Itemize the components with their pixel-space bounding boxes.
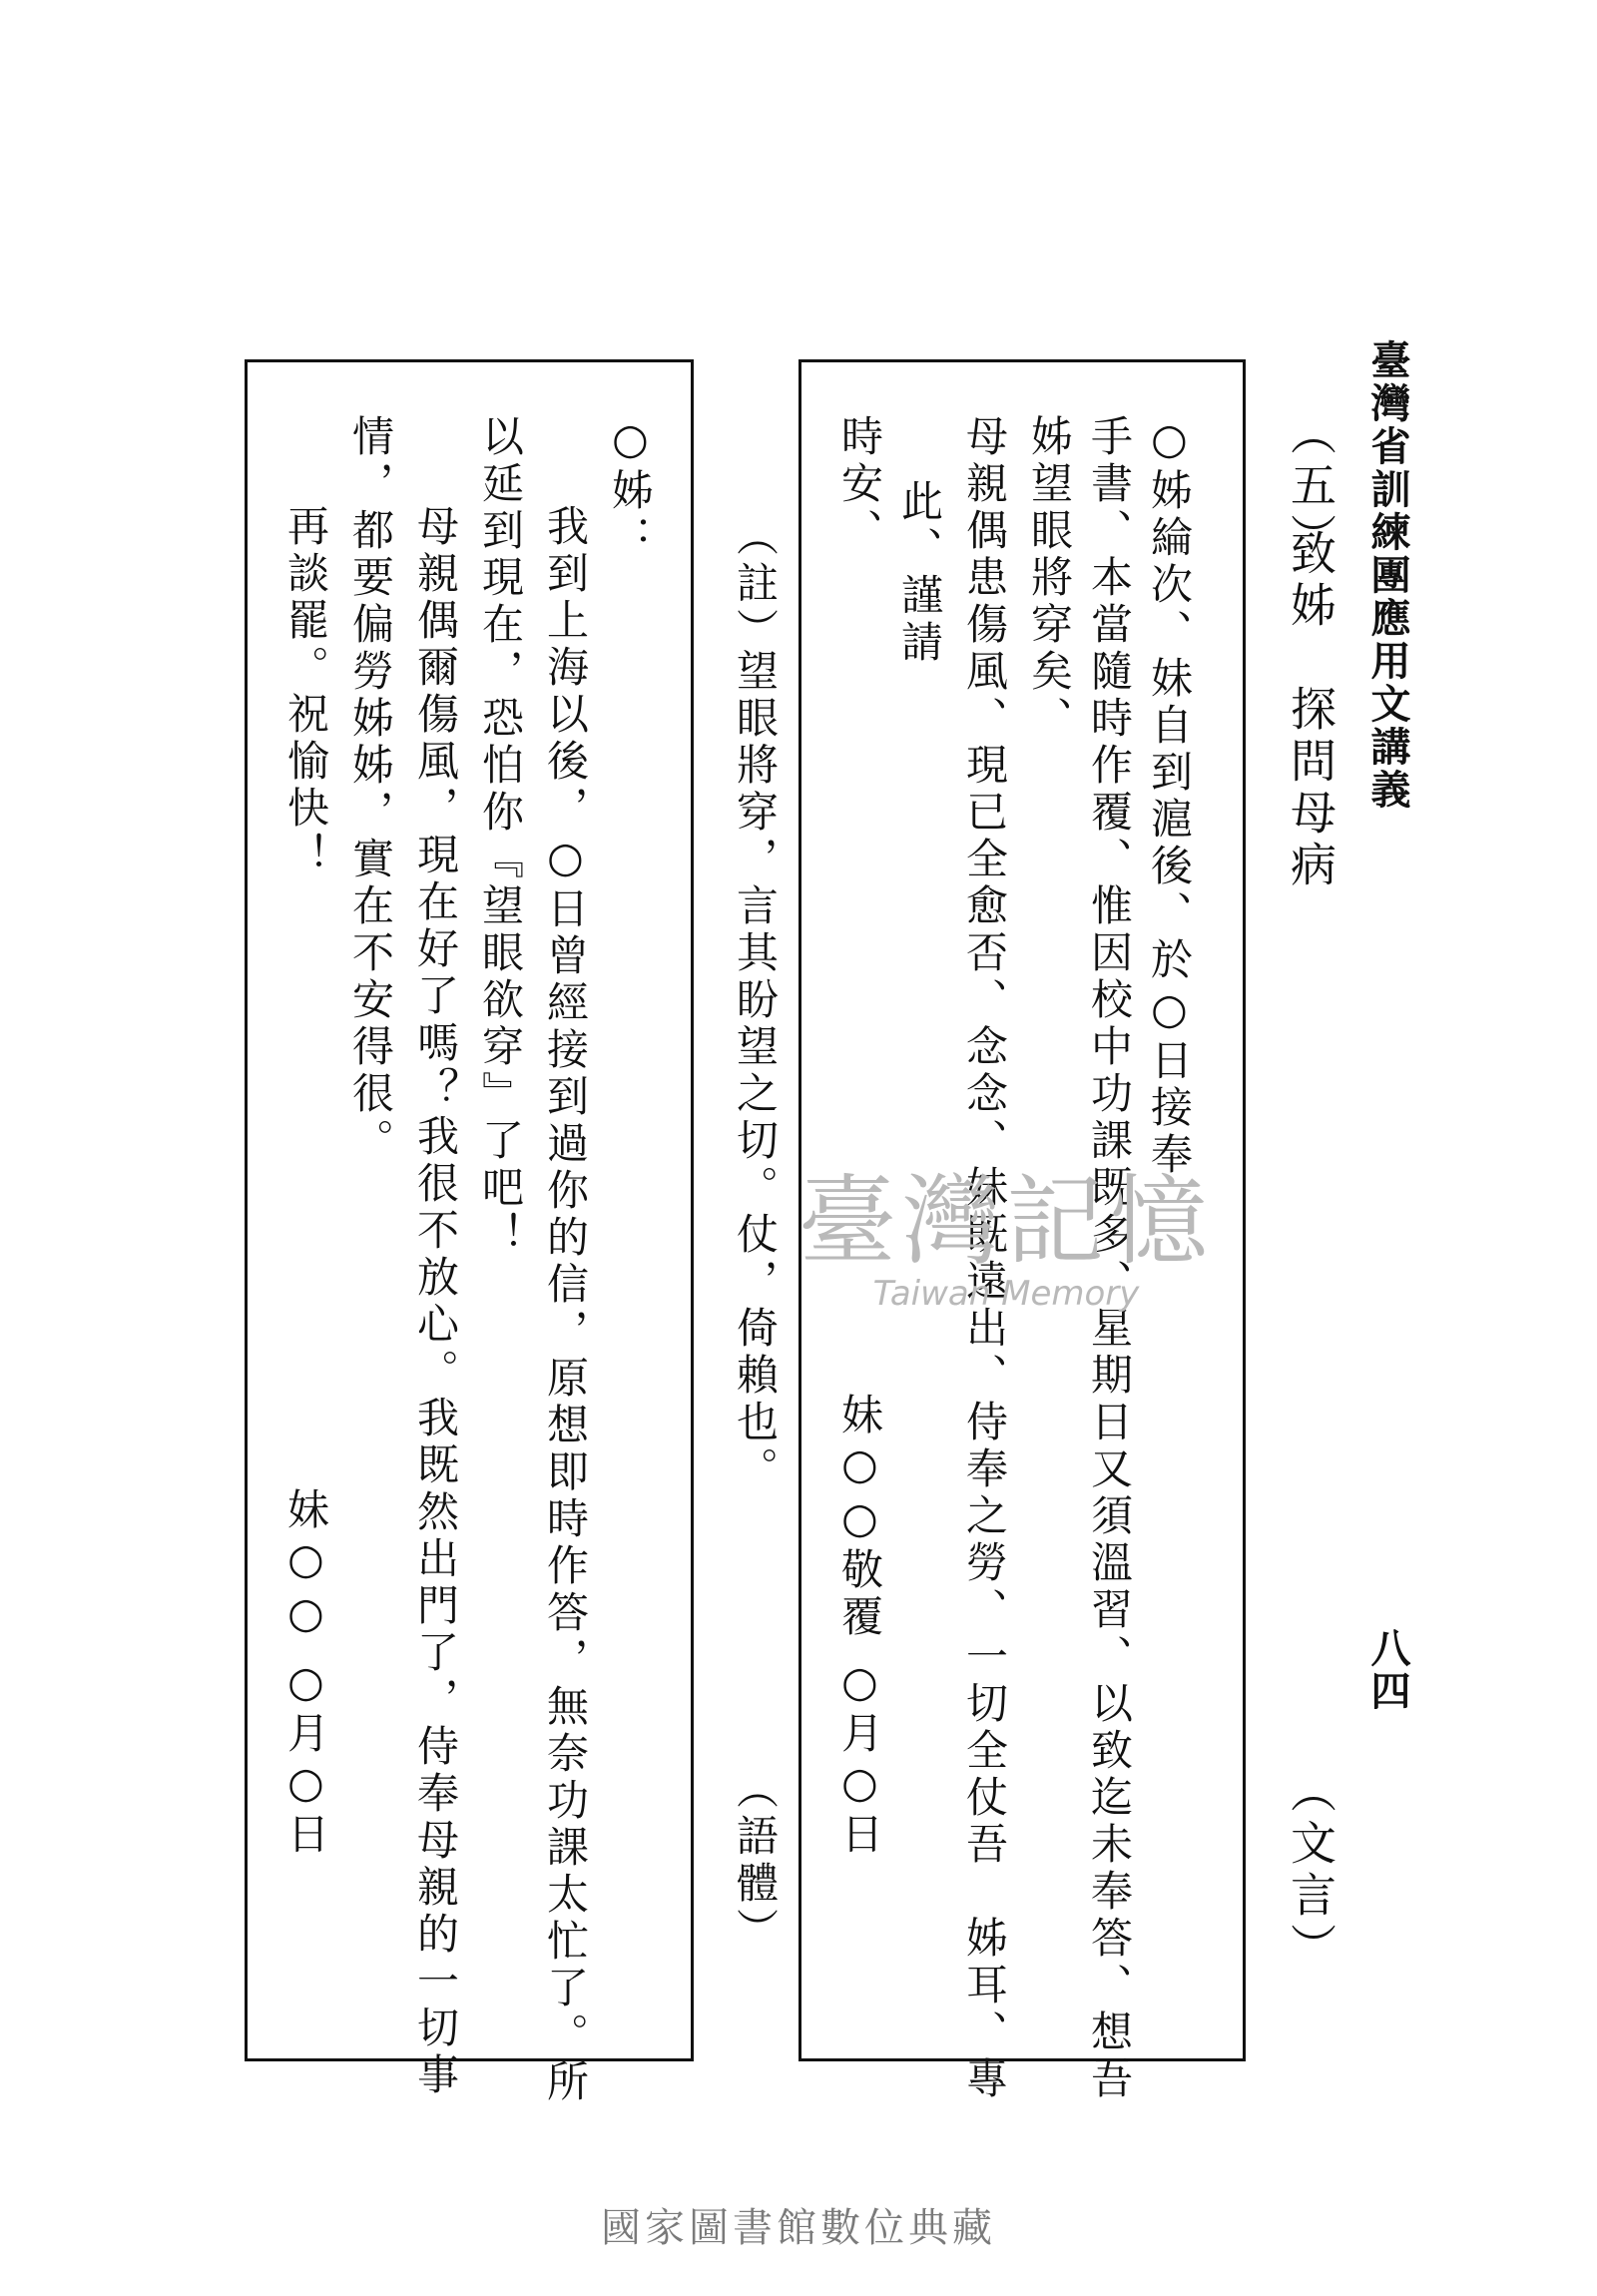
- page-number: 八四: [1364, 1627, 1411, 1713]
- vernacular-signature: 妹○○: [281, 1487, 330, 1642]
- watermark-title: 臺灣記憶: [798, 1165, 1215, 1279]
- classical-line-1: ○姊綸次、妹自到滬後、於○日接奉: [1145, 414, 1194, 1179]
- classical-line-6: 時安、: [835, 414, 884, 555]
- note-label: （註）: [731, 514, 780, 655]
- section-number: （五）: [1284, 409, 1337, 565]
- footer-text: 國家圖書館數位典藏: [601, 2205, 996, 2251]
- vernacular-date: ○月○日: [281, 1657, 330, 1859]
- classical-line-4: 母親偶患傷風、現已全愈否、念念、妹既遠出、侍奉之勞、一切全仗吾 姊耳、專: [960, 414, 1009, 2103]
- classical-line-2: 手書、本當隨時作覆、惟因校中功課既多、星期日又須溫習、以致迄未奉答、想吾: [1085, 414, 1134, 2103]
- classical-signature: 妹○○敬覆: [835, 1393, 884, 1641]
- vernacular-line-2: 我到上海以後，○日曾經接到過你的信，原想即時作答，無奈功課太忙了。所: [541, 504, 590, 2106]
- note-text: 望眼將穿，言其盼望之切。仗，倚賴也。: [731, 649, 780, 1493]
- vernacular-line-6: 再談罷。祝愉快！: [281, 504, 330, 879]
- vernacular-line-4: 母親偶爾傷風，現在好了嗎？我很不放心。我既然出門了，侍奉母親的一切事: [411, 504, 460, 2099]
- vernacular-line-5: 情，都要偏勞姊姊，實在不安得很。: [346, 414, 395, 1165]
- book-title: 臺灣省訓練團應用文講義: [1364, 339, 1411, 812]
- watermark-subtitle: Taiwan Memory: [872, 1274, 1140, 1314]
- style-label-classical: （文言）: [1284, 1767, 1337, 1975]
- style-label-vernacular: （語體）: [731, 1767, 780, 1955]
- classical-date: ○月○日: [835, 1657, 884, 1859]
- vernacular-line-3: 以延到現在，恐怕你『望眼欲穿』了吧！: [476, 414, 525, 1259]
- watermark: [798, 1143, 1214, 1314]
- vernacular-line-1: ○姊：: [606, 414, 655, 562]
- section-title: 致姊 探問母病: [1284, 529, 1337, 892]
- classical-line-3: 姊望眼將穿矣、: [1025, 414, 1074, 743]
- classical-line-5: 此、謹請: [895, 479, 944, 667]
